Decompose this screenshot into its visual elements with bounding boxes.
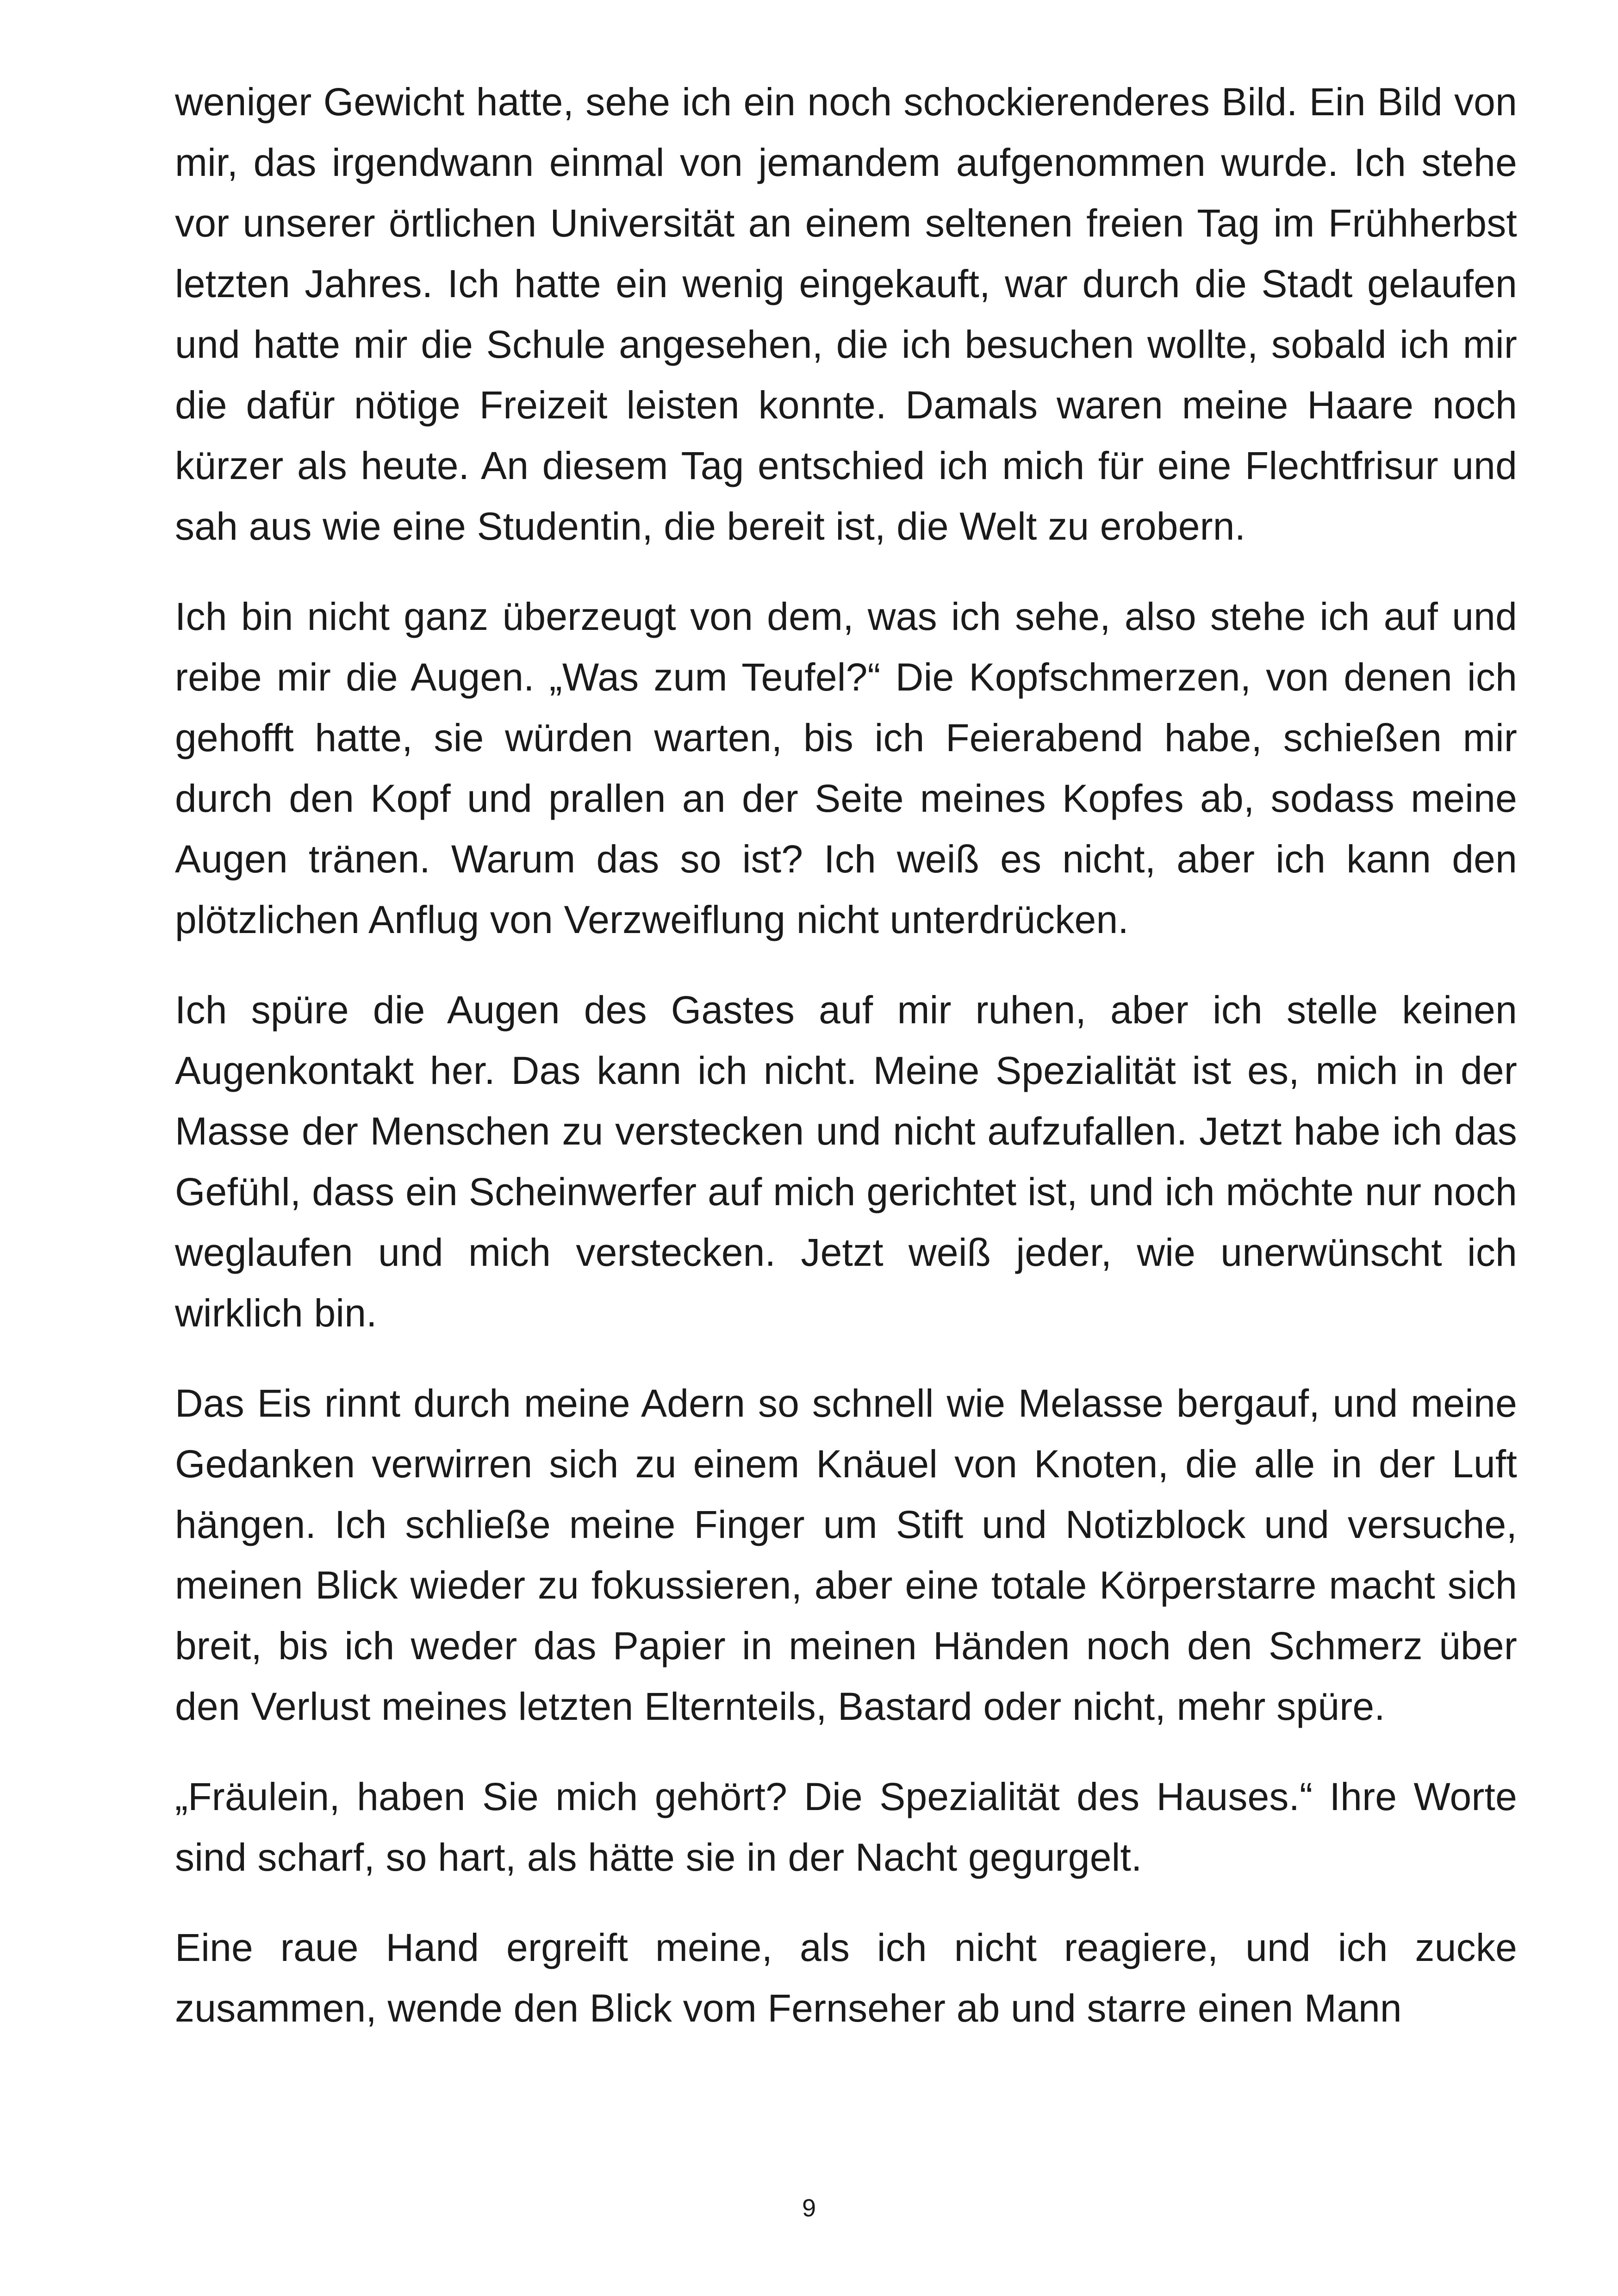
paragraph: „Fräulein, haben Sie mich gehört? Die Spezialität des Hauses.“ Ihre Worte sind scharf, so hart, als hätte sie in der Nacht gegurgelt.	[175, 1775, 1517, 1879]
paragraph: Das Eis rinnt durch meine Adern so schnell wie Melasse bergauf, und meine Gedanken verwirren sich zu einem Knäuel von Knoten, die alle in der Luft hängen. Ich schließe meine Finger um Stift und Notizblock und versuche, meinen Blick wieder zu fokussieren, aber eine totale Körperstarre macht sich breit, bis ich weder das Papier in meinen Händen noch den Schmerz über den Verlust meines letzten Elternteils, Bastard oder nicht, mehr spüre.	[175, 1381, 1517, 1728]
paragraph: Ich bin nicht ganz überzeugt von dem, was ich sehe, also stehe ich auf und reibe mir die Augen. „Was zum Teufel?“ Die Kopfschmerzen, von denen ich gehofft hatte, sie würden warten, bis ich Feierabend habe, schießen mir durch den Kopf und prallen an der Seite meines Kopfes ab, sodass meine Augen tränen. Warum das so ist? Ich weiß es nicht, aber ich kann den plötzlichen Anflug von Verzweiflung nicht unterdrücken.	[175, 595, 1517, 941]
paragraph: Ich spüre die Augen des Gastes auf mir ruhen, aber ich stelle keinen Augenkontakt her. Das kann ich nicht. Meine Spezialität ist es, mich in der Masse der Menschen zu verstecken und nicht aufzufallen. Jetzt habe ich das Gefühl, dass ein Scheinwerfer auf mich gerichtet ist, und ich möchte nur noch weglaufen und mich verstecken. Jetzt weiß jeder, wie unerwünscht ich wirklich bin.	[175, 988, 1517, 1335]
body-text	[175, 72, 1517, 2068]
paragraph: Eine raue Hand ergreift meine, als ich nicht reagiere, und ich zucke zusammen, wende den Blick vom Fernseher ab und starre einen Mann	[175, 1926, 1517, 2030]
paragraph: weniger Gewicht hatte, sehe ich ein noch schockierenderes Bild. Ein Bild von mir, das irgendwann einmal von jemandem aufgenommen wurde. Ich stehe vor unserer örtlichen Universität an einem seltenen freien Tag im Frühherbst letzten Jahres. Ich hatte ein wenig eingekauft, war durch die Stadt gelaufen und hatte mir die Schule angesehen, die ich besuchen wollte, sobald ich mir die dafür nötige Freizeit leisten konnte. Damals waren meine Haare noch kürzer als heute. An diesem Tag entschied ich mich für eine Flechtfrisur und sah aus wie eine Studentin, die bereit ist, die Welt zu erobern.	[175, 80, 1517, 548]
page-number: 9	[802, 2194, 816, 2222]
